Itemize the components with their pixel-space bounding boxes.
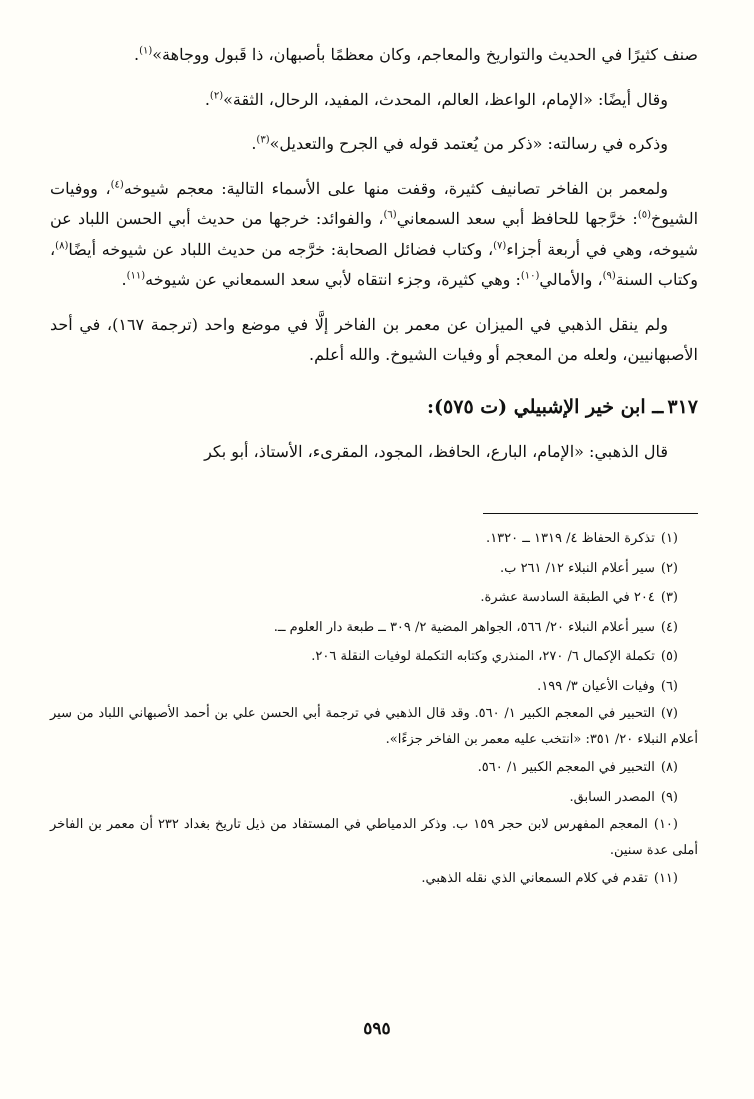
text-run: ، وكتاب السنة [50, 239, 698, 289]
footnote-text: تقدم في كلام السمعاني الذي نقله الذهبي. [421, 871, 648, 886]
footnote [50, 783, 698, 813]
footnote-ref-3: (٣) [256, 134, 270, 146]
footnote-ref-10: (١٠) [520, 270, 540, 282]
footnote-number: (١) [660, 531, 678, 546]
paragraph-2 [50, 85, 698, 116]
text-run: ، والفوائد: خرجها من حديث أبي الحسن اللباد عن شيوخه، وهي في أربعة أجزاء [50, 209, 698, 259]
footnote-text: وفيات الأعيان ٣/ ١٩٩. [537, 678, 655, 694]
footnote [50, 753, 698, 783]
footnote-text: سير أعلام النبلاء ١٢/ ٢٦١ ب. [500, 560, 655, 576]
footnote-ref-9: (٩) [602, 270, 616, 282]
footnote-ref-6: (٦) [383, 209, 397, 221]
footnote-text: تكملة الإكمال ٦/ ٢٧٠، المنذري وكتابه التكملة لوفيات النقلة ٢٠٦. [311, 649, 655, 664]
punct: . [133, 45, 140, 64]
text-run: : وهي كثيرة، وجزء انتقاه لأبي سعد السمعاني عن شيوخه [145, 270, 521, 289]
footnote-ref-7: (٧) [493, 240, 507, 252]
paragraph-6: قال الذهبي: «الإمام، البارع، الحافظ، المجود، المقرىء، الأستاذ، أبو بكر [204, 441, 668, 461]
footnote-number: (٧) [660, 706, 678, 721]
text-run: ، وكتاب فضائل الصحابة: خرَّجه من حديث اللباد عن شيوخه أيضًا [68, 239, 494, 259]
footnote-number: (٩) [660, 789, 678, 805]
paragraph-2-text: وقال أيضًا: «الإمام، الواعظ، العالم، المحدث، المفيد، الرحال، الثقة» [223, 89, 668, 109]
footnotes [50, 524, 698, 894]
punct: . [251, 134, 257, 153]
footnote [50, 554, 698, 584]
footnote-ref-2: (٢) [209, 90, 224, 102]
footnote-ref-8: (٨) [55, 240, 69, 252]
footnote-ref-4: (٤) [110, 179, 124, 191]
text-run: ، ووفيات الشيوخ [50, 178, 699, 228]
footnote [50, 642, 698, 672]
footnote-number: (٣) [660, 590, 678, 605]
text-run: ولمعمر بن الفاخر تصانيف كثيرة، وقفت منها على الأسماء التالية: معجم شيوخه [123, 178, 668, 198]
section-number: ٣١٧ [667, 395, 698, 418]
punct: . [204, 89, 210, 109]
footnote [50, 864, 698, 894]
section-heading [50, 391, 698, 423]
paragraph-1 [50, 40, 698, 71]
footnote-text: التحبير في المعجم الكبير ١/ ٥٦٠. وقد قال الذهبي في ترجمة أبي الحسن علي بن أحمد الأصبهاني اللباد من سير أعلام النبلاء ٢٠/ ٣٥١: «انتخب عليه معمر بن الفاخر جزءًا». [50, 706, 698, 747]
footnote-number: (١٠) [653, 817, 678, 832]
footnote-ref-5: (٥) [637, 209, 651, 221]
text-run: : خرَّجها للحافظ أبي سعد السمعاني [396, 209, 638, 228]
footnote [50, 583, 698, 613]
paragraph-3-text: وذكره في رسالته: «ذكر من يُعتمد قوله في الجرح والتعديل» [269, 134, 668, 153]
footnote [50, 524, 698, 554]
footnote-text: المصدر السابق. [569, 789, 655, 805]
footnote-text: ٢٠٤ في الطبقة السادسة عشرة. [480, 590, 655, 605]
footnote-ref-11: (١١) [126, 270, 146, 282]
paragraph-1-text: صنف كثيرًا في الحديث والتواريخ والمعاجم، وكان معظمًا بأصبهان، ذا قَبول ووجاهة» [152, 45, 698, 64]
footnote-number: (٤) [660, 619, 678, 635]
footnote-text: تذكرة الحفاظ ٤/ ١٣١٩ ــ ١٣٢٠. [486, 531, 655, 546]
footnote-text: المعجم المفهرس لابن حجر ١٥٩ ب. وذكر الدمياطي في المستفاد من ذيل تاريخ بغداد ٢٣٢ أن معمر بن الفاخر أملى عدة سنين. [50, 817, 698, 858]
footnote [50, 672, 698, 702]
text-run: ، والأمالي [539, 270, 603, 289]
section-title: ــ ابن خير الإشبيلي (ت ٥٧٥): [427, 395, 664, 418]
footnote-number: (١١) [653, 871, 678, 886]
footnote-number: (٢) [660, 560, 678, 576]
footnote-number: (٦) [660, 678, 678, 694]
footnote [50, 812, 698, 864]
paragraph-5: ولم ينقل الذهبي في الميزان عن معمر بن الفاخر إلَّا في موضع واحد (ترجمة ١٦٧)، في أحد الأصبهانيين، ولعله من المعجم أو وفيات الشيوخ. والله أعلم. [50, 314, 698, 364]
footnote [50, 613, 698, 643]
footnote-divider [483, 513, 698, 514]
footnote-text: سير أعلام النبلاء ٢٠/ ٥٦٦، الجواهر المضية ٢/ ٣٠٩ ــ طبعة دار العلوم ــ. [273, 619, 655, 635]
footnote [50, 701, 698, 753]
punct: . [121, 270, 127, 289]
footnote-number: (٥) [660, 649, 678, 664]
footnote-text: التحبير في المعجم الكبير ١/ ٥٦٠. [477, 760, 655, 775]
paragraph-3 [50, 129, 698, 160]
footnote-ref-1: (١) [139, 45, 153, 57]
page-number: ٥٩٥ [363, 1019, 391, 1039]
paragraph-4 [50, 174, 698, 296]
footnote-number: (٨) [660, 760, 678, 775]
